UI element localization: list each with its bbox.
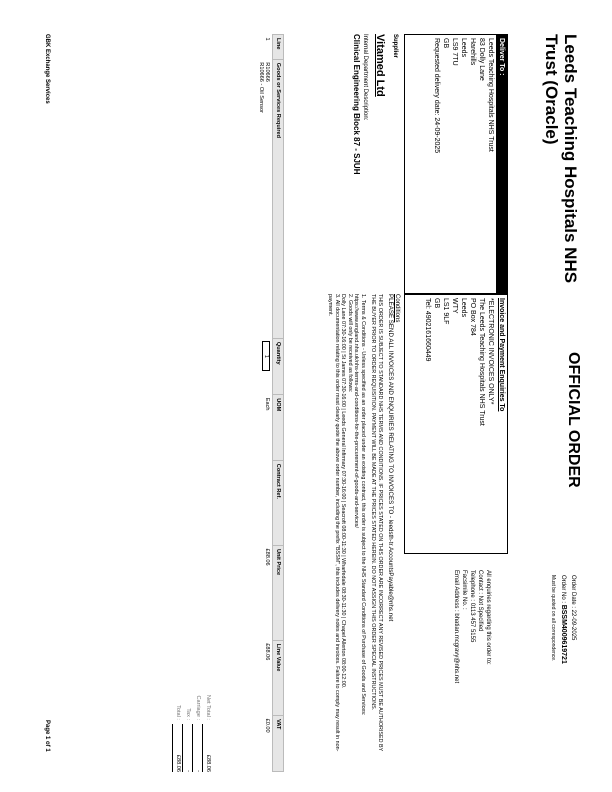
net-total-row <box>202 620 212 772</box>
vat-cell: £0.00 <box>264 718 270 733</box>
condition-item: Dolly Lane 07:30-16:00 | St James 07:30-16:00 | Leeds General Infirmary 07:30-16:00 | Seacroft 08:00-11:30 | Wharfedale 08:30-11:30 | Chapel Allerton 08:00-12:00. <box>340 294 347 689</box>
column-header: Contract Ref. <box>273 460 284 545</box>
order-number-label: Order No : <box>560 575 566 604</box>
net-total-value: £88.06 <box>202 724 212 772</box>
totals-block <box>172 620 212 772</box>
uom-cell: Each <box>264 397 270 411</box>
invoice-line: *ELECTRONIC INVOICES ONLY* <box>487 298 494 405</box>
page-number: Page 1 of 1 <box>44 720 50 752</box>
organisation-name: Leeds Teaching Hospitals NHS Trust (Oracle) <box>542 34 580 284</box>
column-header: UOM <box>273 395 284 461</box>
deliver-line: GB <box>442 38 449 49</box>
total-value: £88.06 <box>172 724 182 772</box>
deliver-to-address <box>431 35 496 293</box>
invoice-line: PO Box 784 <box>469 298 476 336</box>
deliver-line: Leeds <box>460 38 467 58</box>
terms-link[interactable]: https://www.england.nhs.uk/nhs-terms-and-conditions-for-the-procurement-of-goods-and-services/ <box>353 294 360 528</box>
condition-item: 3. All documentation relating to this order must clearly quote the above order number, including the prefix "BSSM", this includes delivery notes and invoices. Failure to comply may result in non-payment. <box>327 294 340 752</box>
contact-line: Contact : Not Specified <box>477 570 483 632</box>
standard-terms: THIS ORDER IS SUBJECT TO STANDARD NHS TERMS AND CONDITIONS. IF PRICES STATED ON THIS ORDER ARE INCORRECT ANY REVISED PRICES MUST BE AUTHORISED BY THE BUYER PRIOR TO ORDER REQUISITION. PAYMENT WILL BE MADE AT THE PRICES STATED HEREIN. DO NOT ASSIGN THIS ORDER SPECIAL INSTRUCTIONS. <box>370 294 383 752</box>
deliver-line: 83 Dolly Lane <box>478 38 485 81</box>
carriage-value: - <box>192 724 202 772</box>
carriage-label: Carriage : <box>195 695 201 720</box>
invoice-line: The Leeds Teaching Hospitals NHS Trust <box>478 298 485 426</box>
contract-ref-cell <box>256 460 273 545</box>
quantity-value: 1 <box>262 341 270 371</box>
line-value-cell: £88.06 <box>264 643 270 661</box>
condition-item: 1. Terms & Conditions - Unless specified as an order placed under an existing contract, this order is subject to the NHS Standard Conditions of Purchase of Goods and Services: <box>360 294 366 716</box>
table-header-row <box>273 35 284 772</box>
conditions-block <box>327 294 400 762</box>
table-row <box>256 35 273 772</box>
order-number: BSSM4009619721 <box>560 604 567 664</box>
invoice-to-heading: Invoice and Payment Enquiries To <box>498 298 505 412</box>
invoice-to-address <box>422 295 496 553</box>
goods-code: R10666 <box>264 62 270 82</box>
goods-description: R10666 - Oil Sensor <box>258 62 264 113</box>
tax-row <box>182 620 192 772</box>
deliver-line: Harehills <box>469 38 476 66</box>
contact-block <box>452 570 492 760</box>
deliver-to-heading: Deliver To : <box>496 35 507 293</box>
supplier-label: Supplier <box>392 34 398 59</box>
department-value: Clinical Engineering Block 87 - SJUH <box>352 34 361 175</box>
order-lines-table <box>256 34 284 772</box>
column-header: VAT <box>273 716 284 772</box>
column-header: Unit Price <box>273 546 284 641</box>
column-header: Line <box>273 35 284 60</box>
supplier-name: Vitamed Ltd <box>374 34 386 97</box>
order-meta <box>548 575 578 664</box>
column-header: Quantity <box>273 338 284 394</box>
invoice-to-box <box>404 294 508 554</box>
contact-line: Telephone : 0113 457 5155 <box>469 570 475 643</box>
total-label: Total : <box>175 705 181 720</box>
invoice-line: WTY <box>451 298 458 314</box>
requested-delivery-date: Requested delivery date: 24-09-2025 <box>433 38 440 154</box>
carriage-row <box>192 620 202 772</box>
unit-price-cell: £88.06 <box>264 548 270 566</box>
deliver-to-box <box>404 34 508 294</box>
department-label: Internal Department Description: <box>362 34 368 121</box>
order-number-line <box>558 575 568 664</box>
net-total-label: Net Total : <box>205 694 211 720</box>
contact-line: Facsimile No. : <box>461 570 467 610</box>
goods-cell <box>256 59 273 338</box>
conditions-heading: Conditions <box>394 294 400 323</box>
quantity-cell <box>256 338 273 394</box>
tax-label: Tax : <box>185 708 191 720</box>
order-date: Order Date : 22-09-2025 <box>570 575 576 641</box>
deliver-line: LS9 7TU <box>451 38 458 66</box>
invoice-notice: PLEASE SEND ALL INVOICES AND ENQUIRIES RELATING TO INVOICES TO - leedsth-tr.AccountsPayable@nhs.net <box>387 294 395 622</box>
footer-issuer: GBK Exchange Services <box>44 34 50 104</box>
invoice-line: GB <box>433 298 440 309</box>
condition-item: 2. Goods will only be received as follows: <box>347 294 353 393</box>
invoice-line: LS1 9LF <box>442 298 449 325</box>
contact-email[interactable]: Email Address : bhatian.mcgravy@nhs.net <box>453 570 459 684</box>
invoice-line: Leeds <box>460 298 467 318</box>
grand-total-row <box>172 620 182 772</box>
contact-heading: All enquiries regarding this order to: <box>485 570 491 665</box>
deliver-line: Leeds Teaching Hospitals NHS Trust <box>487 38 494 152</box>
invoice-phone: Tel: 4902161660449 <box>424 298 431 362</box>
column-header: Goods or Services Required <box>273 59 284 338</box>
line-number: 1 <box>264 37 270 41</box>
tax-value: - <box>182 724 192 772</box>
order-number-note: Must be quoted on all correspondence. <box>550 575 556 662</box>
page-title: OFFICIAL ORDER <box>565 352 582 488</box>
column-header: Line Value <box>273 640 284 715</box>
